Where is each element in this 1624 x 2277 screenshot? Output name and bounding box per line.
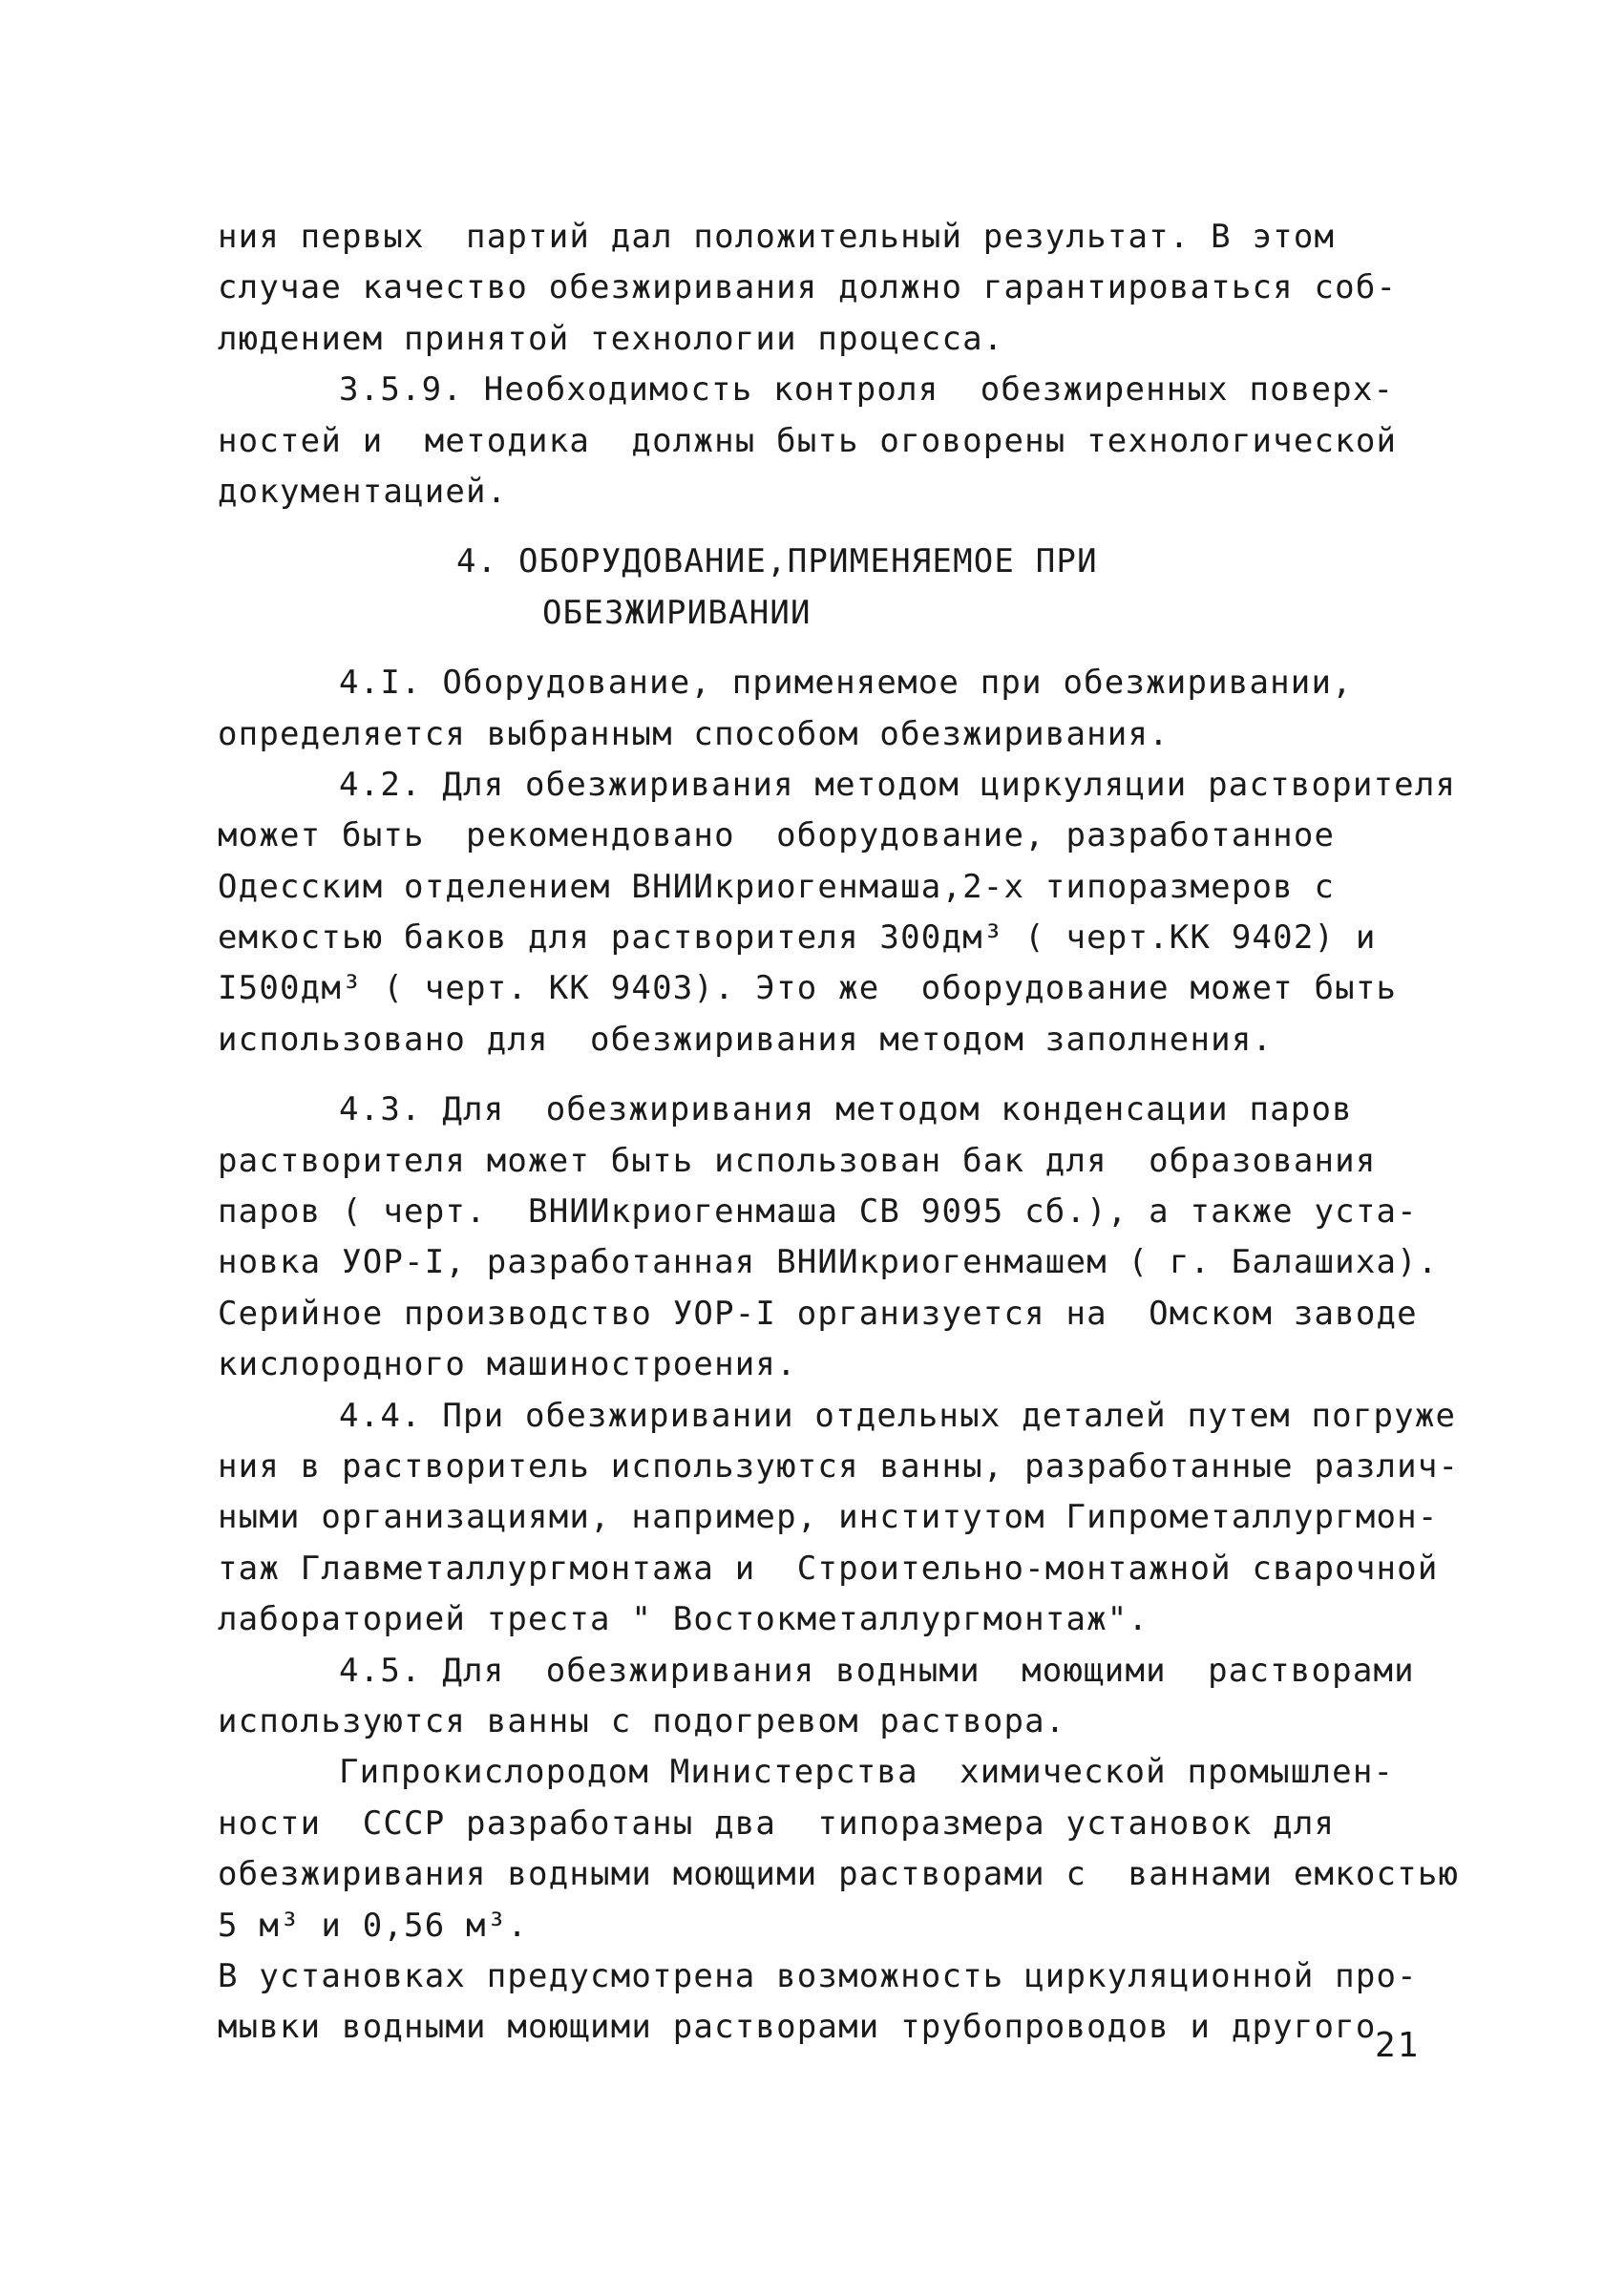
body-text — [218, 212, 1459, 2054]
text-line: Серийное производство УОР-I организуется на Омском заводе — [218, 1294, 1418, 1333]
text-line: ностей и методика должны быть оговорены технологической — [218, 421, 1398, 460]
text-line: ными организациями, например, институтом Гипрометаллургмон- — [218, 1498, 1439, 1537]
paragraph-4-4: 4.4. При обезжиривании отдельных деталей путем погруже — [339, 1396, 1457, 1435]
text-line: лабораторией треста " Востокметаллургмонтаж". — [218, 1600, 1149, 1639]
section-heading-cont: ОБЕЗЖИРИВАНИИ — [542, 593, 812, 632]
paragraph-3-5-9: 3.5.9. Необходимость контроля обезжиренных поверх- — [339, 370, 1395, 410]
section-heading: 4. ОБОРУДОВАНИЕ,ПРИМЕНЯЕМОЕ ПРИ — [456, 542, 1098, 581]
text-line: ния в растворитель используются ванны, разработанные различ- — [218, 1446, 1460, 1486]
text-line: использовано для обезжиривания методом заполнения. — [218, 1020, 1274, 1059]
text-line: документацией. — [218, 472, 508, 511]
text-line: ния первых партий дал положительный результат. В этом — [218, 218, 1336, 256]
text-line: используются ванны с подогревом раствора. — [218, 1701, 1066, 1740]
text-line: кислородного машиностроения. — [218, 1345, 797, 1384]
text-line: людением принятой технологии процесса. — [218, 319, 1004, 358]
paragraph-4-2: 4.2. Для обезжиривания методом циркуляции растворителя — [339, 765, 1457, 804]
text-line: определяется выбранным способом обезжиривания. — [218, 714, 1170, 753]
text-line: может быть рекомендовано оборудование, разработанное — [218, 816, 1336, 855]
text-line: случае качество обезжиривания должно гарантироваться соб- — [218, 268, 1398, 307]
paragraph-4-3: 4.3. Для обезжиривания методом конденсации паров — [339, 1090, 1353, 1129]
text-line: растворителя может быть использован бак для образования — [218, 1141, 1377, 1180]
text-line: таж Главметаллургмонтажа и Строительно-монтажной сварочной — [218, 1549, 1439, 1588]
text-line: обезжиривания водными моющими растворами с ваннами емкостью — [218, 1855, 1460, 1894]
text-line: емкостью баков для растворителя 300дм³ ( черт.КК 9402) и — [218, 918, 1377, 958]
text-line: I500дм³ ( черт. КК 9403). Это же оборудование может быть — [218, 969, 1398, 1008]
text-line: паров ( черт. ВНИИкриогенмаша СВ 9095 сб.), а также уста- — [218, 1192, 1418, 1232]
text-line: мывки водными моющими растворами трубопроводов и другого — [218, 2008, 1377, 2047]
text-line: новка УОР-I, разработанная ВНИИкриогенмашем ( г. Балашиха). — [218, 1243, 1439, 1282]
text-line: 5 м³ и 0,56 м³. — [218, 1906, 529, 1945]
text-line: ности СССР разработаны два типоразмера установок для — [218, 1803, 1336, 1843]
text-line: Одесским отделением ВНИИкриогенмаша,2-х типоразмеров с — [218, 867, 1336, 906]
text-line: В установках предусмотрена возможность циркуляционной про- — [218, 1956, 1418, 1995]
page-number: 21 — [1375, 2026, 1421, 2065]
paragraph-giprokislorod: Гипрокислородом Министерства химической промышлен- — [339, 1753, 1395, 1792]
paragraph-4-5: 4.5. Для обезжиривания водными моющими растворами — [339, 1651, 1415, 1690]
paragraph-4-1: 4.I. Оборудование, применяемое при обезжиривании, — [339, 664, 1353, 703]
